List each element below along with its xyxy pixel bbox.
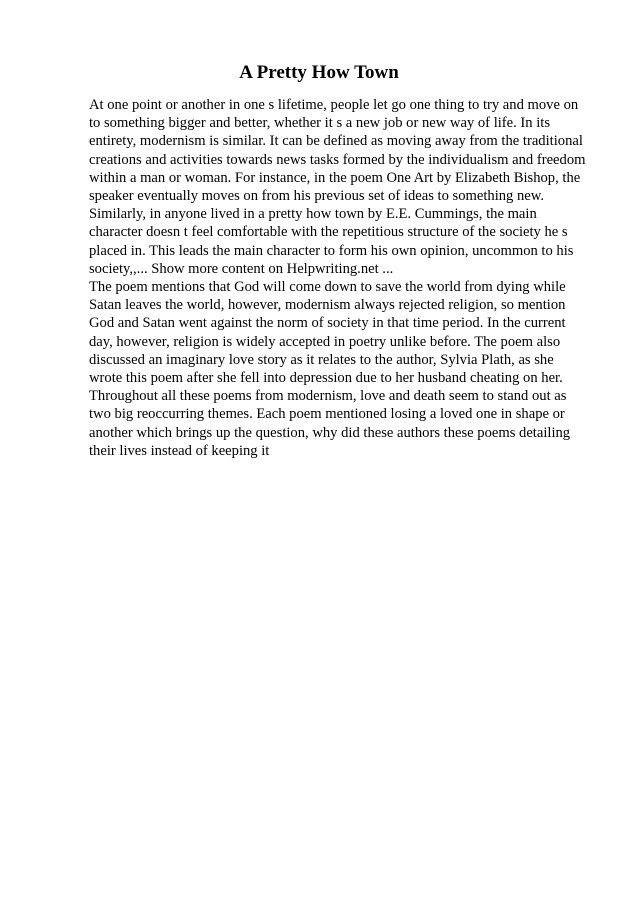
document-title: A Pretty How Town <box>239 62 399 83</box>
body-line: society,,... Show more content on Helpwriting.net ... <box>89 260 394 277</box>
body-line: God and Satan went against the norm of society in that time period. In the current <box>89 315 566 332</box>
document-body <box>89 96 586 460</box>
body-line: Satan leaves the world, however, modernism always rejected religion, so mention <box>89 297 566 314</box>
body-line: within a man or woman. For instance, in the poem One Art by Elizabeth Bishop, the <box>89 169 581 186</box>
body-line: character doesn t feel comfortable with the repetitious structure of the society he s <box>89 224 568 241</box>
body-line: to something bigger and better, whether it s a new job or new way of life. In its <box>89 115 551 132</box>
body-line: their lives instead of keeping it <box>89 442 270 459</box>
body-line: speaker eventually moves on from his previous set of ideas to something new. <box>89 188 545 205</box>
body-line: The poem mentions that God will come down to save the world from dying while <box>89 279 566 296</box>
body-line: two big reoccurring themes. Each poem mentioned losing a loved one in shape or <box>89 406 565 423</box>
body-line: day, however, religion is widely accepted in poetry unlike before. The poem also <box>89 333 561 350</box>
body-line: entirety, modernism is similar. It can be defined as moving away from the traditional <box>89 133 583 150</box>
body-line: wrote this poem after she fell into depression due to her husband cheating on her. <box>89 370 563 387</box>
body-line: creations and activities towards news tasks formed by the individualism and freedom <box>89 151 586 168</box>
body-line: Similarly, in anyone lived in a pretty how town by E.E. Cummings, the main <box>89 206 537 223</box>
body-line: At one point or another in one s lifetime, people let go one thing to try and move on <box>89 97 579 113</box>
body-line: Throughout all these poems from modernism, love and death seem to stand out as <box>89 388 567 405</box>
body-line: discussed an imaginary love story as it relates to the author, Sylvia Plath, as she <box>89 351 554 368</box>
body-line: placed in. This leads the main character to form his own opinion, uncommon to his <box>89 242 574 259</box>
body-line: another which brings up the question, why did these authors these poems detailing <box>89 424 571 441</box>
